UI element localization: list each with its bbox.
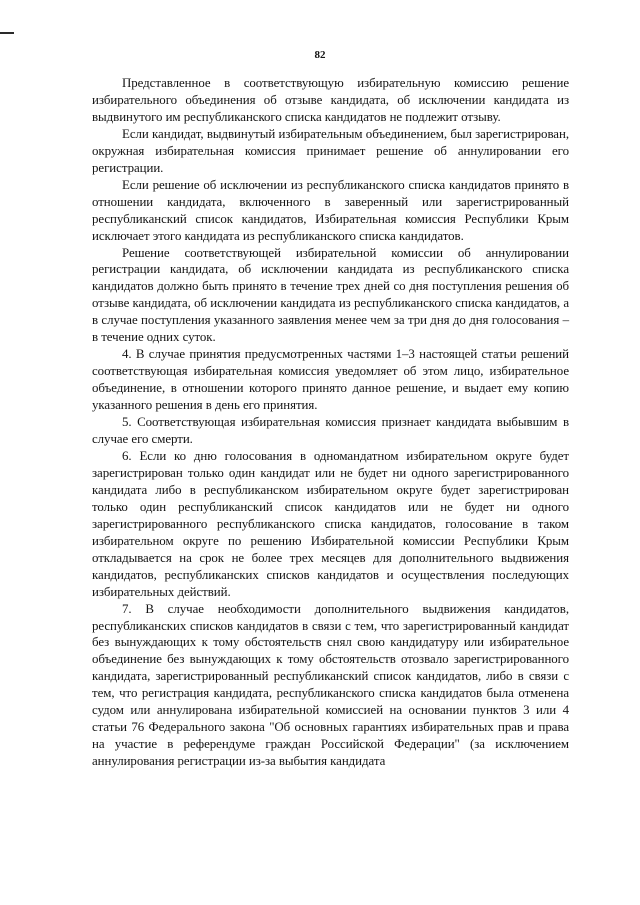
paragraph: Если кандидат, выдвинутый избирательным объединением, был зарегистрирован, окружная избирательная комиссия принимает решение об аннулировании его регистрации. — [92, 126, 569, 175]
paragraph: Представленное в соответствующую избирательную комиссию решение избирательного объединения об отзыве кандидата, об исключении кандидата из выдвинутого им республиканского списка кандидатов не подлежит отзыву. — [92, 76, 569, 124]
paragraph: Решение соответствующей избирательной комиссии об аннулировании регистрации кандидата, об исключении кандидата из республиканского списка кандидатов должно быть принято в течение трех дней со дня поступления решения об отзыве кандидата, об исключении кандидата из республиканского списка кандидатов, а в случае поступления указанного заявления менее чем за три дня до дня голосования – в течение одних суток. — [92, 245, 569, 345]
body-text — [92, 75, 569, 770]
margin-mark — [0, 32, 14, 34]
paragraph: 4. В случае принятия предусмотренных частями 1–3 настоящей статьи решений соответствующая избирательная комиссия уведомляет об этом лицо, избирательное объединение, в отношении которого принято данное решение, и выдает ему копию указанного решения в день его принятия. — [92, 347, 569, 413]
paragraph: Если решение об исключении из республиканского списка кандидатов принято в отношении кандидата, включенного в заверенный или зарегистрированный республиканский список кандидатов, Избирательная комиссия Республики Крым исключает этого кандидата из республиканского списка кандидатов. — [92, 177, 569, 243]
page-number: 82 — [314, 49, 326, 61]
paragraph: 7. В случае необходимости дополнительного выдвижения кандидатов, республиканских списков кандидатов в связи с тем, что зарегистрированный кандидат без вынуждающих к тому обстоятельств снял свою кандидатуру или избирательное объединение без вынуждающих к тому обстоятельств отозвало зарегистрированного кандидата, зарегистрированный республиканский список кандидатов, либо в связи с тем, что регистрация кандидата, республиканского списка кандидатов была отменена судом или аннулирована избирательной комиссией на основании пунктов 3 или 4 статьи 76 Федерального закона "Об основных гарантиях избирательных прав и права на участие в референдуме граждан Российской Федерации" (за исключением аннулирования регистрации из-за выбытия кандидата — [92, 601, 569, 769]
paragraph: 6. Если ко дню голосования в одномандатном избирательном округе будет зарегистрирован только один кандидат или не будет ни одного зарегистрированного кандидата либо в республиканском избирательном округе будет зарегистрирован только один республиканский список кандидатов или не будет ни одного зарегистрированного республиканского списка кандидатов, голосование в таком избирательном округе по решению Избирательной комиссии Республики Крым откладывается на срок не более трех месяцев для дополнительного выдвижения кандидатов, республиканских списков кандидатов и осуществления последующих избирательных действий. — [92, 448, 569, 599]
paragraph: 5. Соответствующая избирательная комиссия признает кандидата выбывшим в случае его смерти. — [92, 415, 569, 447]
